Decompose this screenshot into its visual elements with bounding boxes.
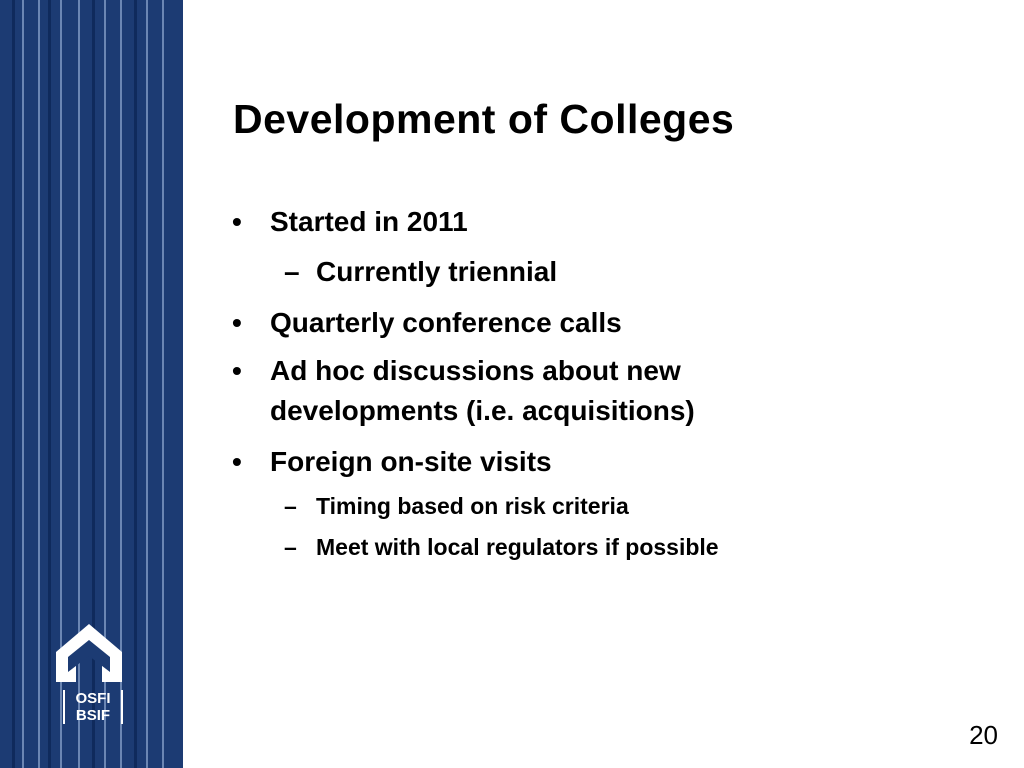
dash-marker: – (284, 534, 297, 560)
sidebar-stripe (12, 0, 15, 768)
sub-bullet-item (232, 532, 719, 562)
sidebar-stripe (162, 0, 164, 768)
dash-marker: – (284, 256, 300, 287)
slide-title: Development of Colleges (233, 96, 735, 142)
sub-bullet-text: Currently triennial (316, 256, 558, 287)
dash-marker: – (284, 493, 297, 519)
sidebar-stripe (48, 0, 51, 768)
bullet-marker: • (232, 446, 242, 477)
sub-bullet-text: Timing based on risk criteria (316, 493, 629, 519)
sub-bullet-item (232, 491, 629, 521)
sidebar-stripe (134, 0, 137, 768)
sidebar-stripe (38, 0, 40, 768)
bullet-text: Started in 2011 (270, 206, 468, 237)
osfi-logo-text (63, 690, 123, 724)
bullet-text: Ad hoc discussions about new developments (i.e. acquisitions) (270, 355, 695, 426)
osfi-house-icon (54, 622, 124, 684)
logo-line-bsif: BSIF (75, 707, 111, 724)
bullet-item (232, 303, 622, 343)
bullet-item (232, 202, 468, 242)
logo-line-osfi: OSFI (75, 690, 111, 707)
bullet-marker: • (232, 206, 242, 237)
sub-bullet-item (232, 252, 557, 292)
sidebar-stripe (22, 0, 24, 768)
sub-bullet-text: Meet with local regulators if possible (316, 534, 719, 560)
bullet-marker: • (232, 355, 242, 386)
bullet-text: Quarterly conference calls (270, 307, 622, 338)
page-number: 20 (969, 720, 998, 750)
bullet-text: Foreign on-site visits (270, 446, 552, 477)
bullet-item (232, 351, 792, 431)
bullet-marker: • (232, 307, 242, 338)
bullet-item (232, 442, 552, 482)
sidebar-stripe (146, 0, 148, 768)
sidebar-panel (0, 0, 183, 768)
